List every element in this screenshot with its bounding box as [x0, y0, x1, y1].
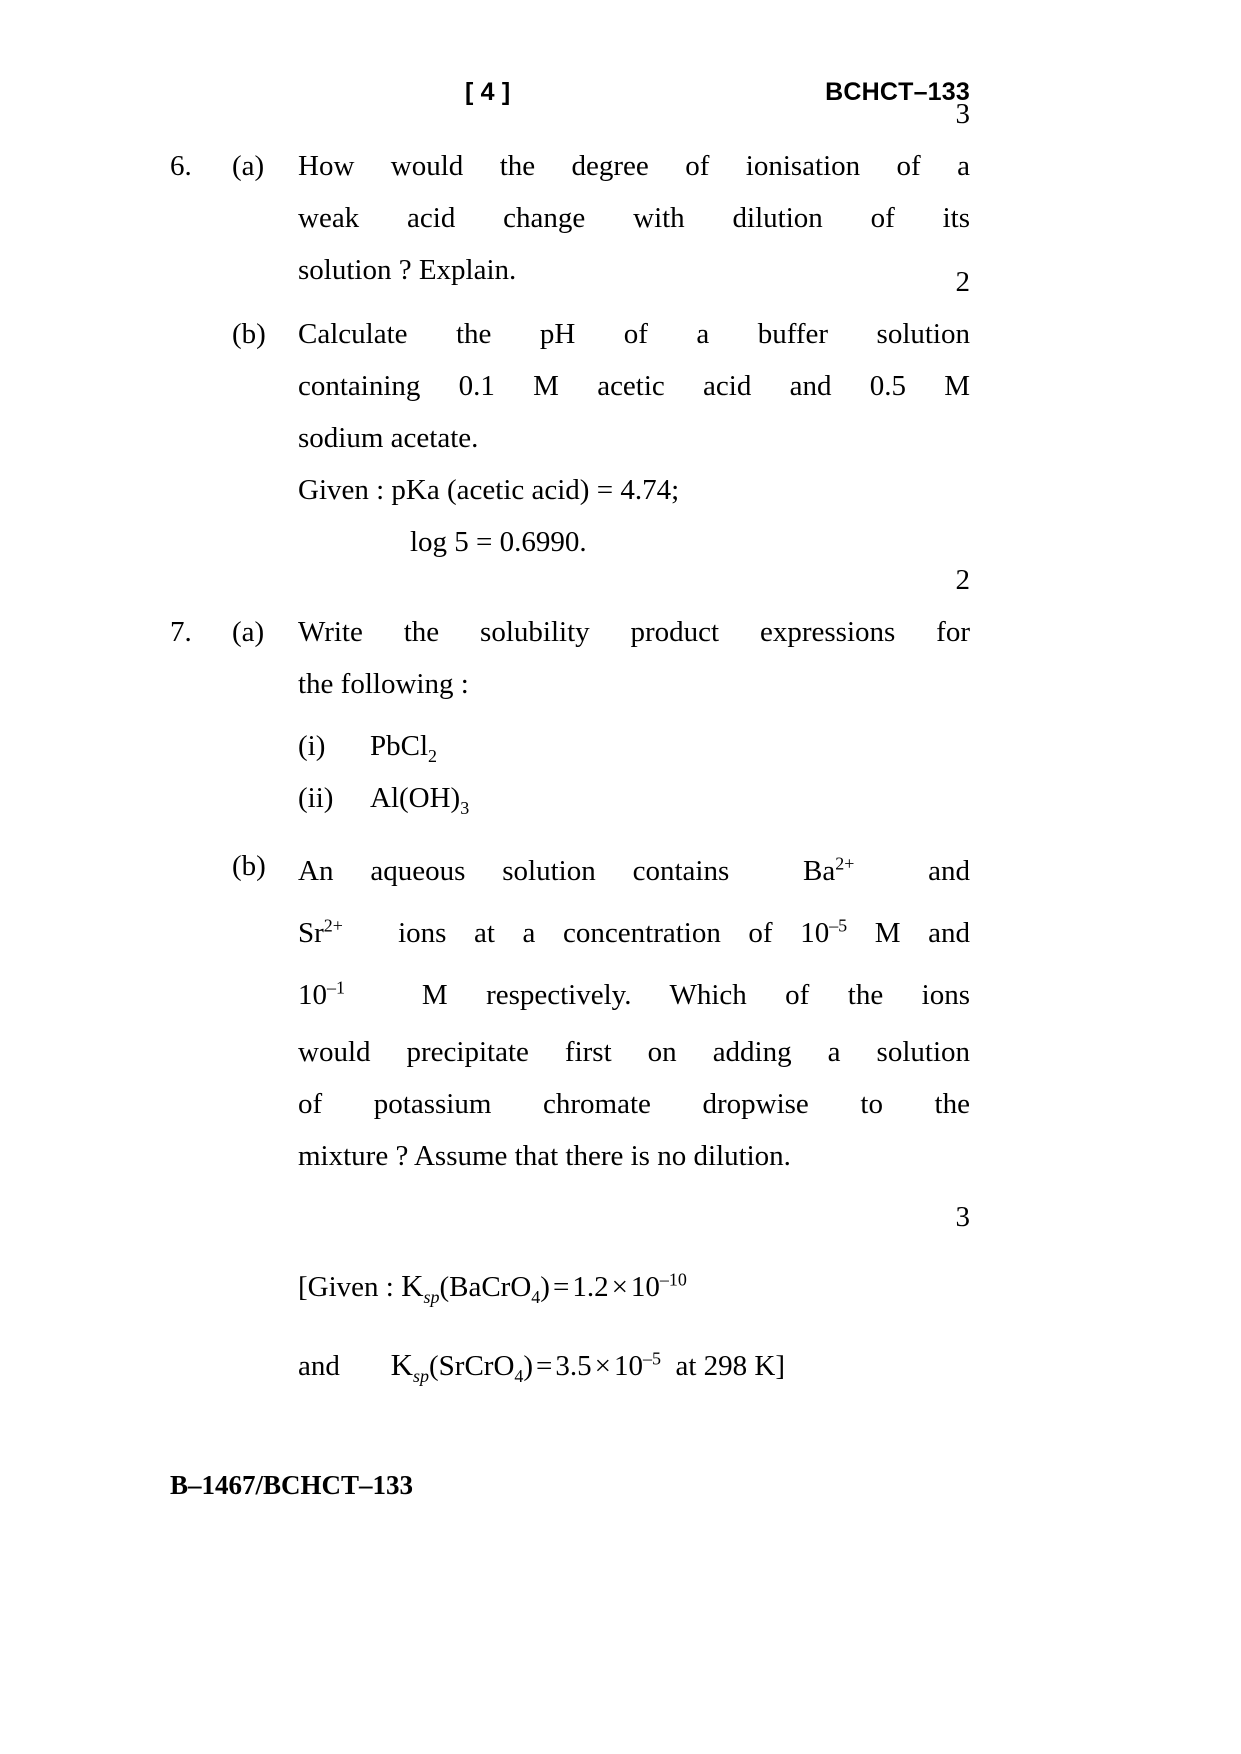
question-6b-given-line-1: Given : pKa (acetic acid) = 4.74;	[298, 474, 680, 506]
question-6a-text	[298, 98, 970, 296]
question-7b	[170, 840, 970, 1252]
question-7a-item-2-formula	[370, 782, 470, 818]
question-7b-label: (b)	[232, 850, 266, 882]
q7b-l1-prefix: An aqueous solution contains	[298, 855, 730, 887]
ion-barium	[803, 855, 854, 887]
sp-subscript: sp	[423, 1286, 440, 1307]
question-7a-text	[298, 564, 970, 710]
question-6a-marks: 3	[955, 98, 970, 130]
q7b-l3-suffix: M respectively. Which of the ions	[421, 979, 970, 1011]
ksp-symbol	[401, 1268, 440, 1307]
course-code: BCHCT–133	[825, 78, 970, 106]
question-7b-line-4: would precipitate first on adding a solution	[298, 1036, 970, 1068]
question-7b-line-2	[298, 902, 970, 964]
question-7a-item-1-label: (i)	[298, 730, 326, 762]
conc-base: 10	[800, 917, 830, 949]
question-7	[170, 564, 970, 710]
question-7a-label: (a)	[232, 616, 265, 648]
question-content	[170, 98, 971, 1392]
ion-symbol: Sr	[298, 917, 324, 949]
question-7b-line-1	[298, 840, 970, 902]
formula-base: PbCl	[370, 730, 429, 762]
page-number: [ 4 ]	[465, 78, 511, 106]
question-7a-item-1-formula	[370, 730, 438, 766]
sp-subscript: sp	[413, 1365, 429, 1386]
k-symbol: K	[401, 1268, 424, 1303]
ion-charge: 2+	[835, 853, 855, 874]
ksp-given-line-2	[298, 1339, 970, 1392]
question-6b-line-2: containing 0.1 M acetic acid and 0.5 M	[298, 370, 970, 402]
ksp-given-line-1	[298, 1260, 970, 1313]
question-6a-line-1: How would the degree of ionisation of a	[298, 150, 970, 182]
conc-base: 10	[298, 979, 327, 1011]
question-7b-marks: 3	[955, 1201, 970, 1233]
conc-exponent: –5	[829, 915, 848, 936]
question-7b-line-3	[298, 964, 970, 1026]
power-exponent: –10	[659, 1269, 687, 1290]
concentration-2	[298, 979, 345, 1011]
species-subscript: 4	[514, 1365, 524, 1386]
question-6a-line-3: solution ? Explain.	[298, 254, 517, 286]
ion-symbol: Ba	[803, 855, 836, 887]
question-6	[170, 98, 970, 296]
times-sign: ×	[594, 1350, 612, 1382]
question-6b-line-3: sodium acetate.	[298, 422, 479, 454]
q7b-l1-suffix: and	[928, 855, 971, 887]
equals-sign: =	[536, 1350, 553, 1382]
question-7a-item-1	[298, 720, 970, 772]
ion-strontium	[298, 917, 343, 949]
q7b-l2-mid: ions at a concentration of	[398, 917, 773, 949]
species-close: )	[523, 1350, 534, 1382]
question-7b-line-5: of potassium chromate dropwise to the	[298, 1088, 970, 1120]
question-7b-line-6: mixture ? Assume that there is no dilution.	[298, 1140, 791, 1172]
given-prefix: and	[298, 1350, 340, 1382]
q7b-l2-suffix: M and	[874, 917, 970, 949]
species-open: (SrCrO	[429, 1350, 515, 1382]
power-exponent: –5	[643, 1348, 661, 1369]
species-open: (BaCrO	[439, 1271, 532, 1303]
concentration-1	[800, 917, 847, 949]
power-base: 10	[614, 1350, 644, 1382]
question-6a-label: (a)	[232, 150, 265, 182]
question-7a-line-2: the following :	[298, 668, 469, 700]
question-6b-marks: 2	[955, 266, 970, 298]
ksp-symbol	[390, 1347, 429, 1386]
question-7b-text	[298, 840, 970, 1252]
question-6b-label: (b)	[232, 318, 266, 350]
question-7-number: 7.	[170, 616, 192, 648]
formula-subscript: 2	[428, 745, 438, 766]
k-symbol: K	[390, 1347, 414, 1382]
question-7a-line-1: Write the solubility product expressions for	[298, 616, 970, 648]
species-close: )	[540, 1271, 550, 1303]
question-6b-given-line-2: log 5 = 0.6990.	[410, 526, 587, 558]
times-sign: ×	[611, 1271, 628, 1303]
conc-exponent: –1	[327, 977, 345, 998]
given-prefix: [Given :	[298, 1271, 394, 1303]
ion-charge: 2+	[323, 915, 343, 936]
given-suffix: at 298 K]	[675, 1350, 786, 1382]
page-header	[170, 78, 970, 112]
page-footer: B–1467/BCHCT–133	[170, 1470, 414, 1500]
question-7a-marks: 2	[955, 564, 970, 596]
equals-sign: =	[552, 1271, 570, 1303]
question-6a-line-2: weak acid change with dilution of its	[298, 202, 970, 234]
species-subscript: 4	[531, 1286, 541, 1307]
question-6-number: 6.	[170, 150, 192, 182]
formula-subscript: 3	[460, 797, 470, 818]
mantissa: 1.2	[572, 1271, 609, 1303]
question-6b-line-1: Calculate the pH of a buffer solution	[298, 318, 970, 350]
mantissa: 3.5	[555, 1350, 592, 1382]
formula-base: Al(OH)	[370, 782, 461, 814]
question-7a-item-2-label: (ii)	[298, 782, 334, 814]
power-base: 10	[630, 1271, 660, 1303]
question-7a-item-2	[298, 772, 970, 824]
